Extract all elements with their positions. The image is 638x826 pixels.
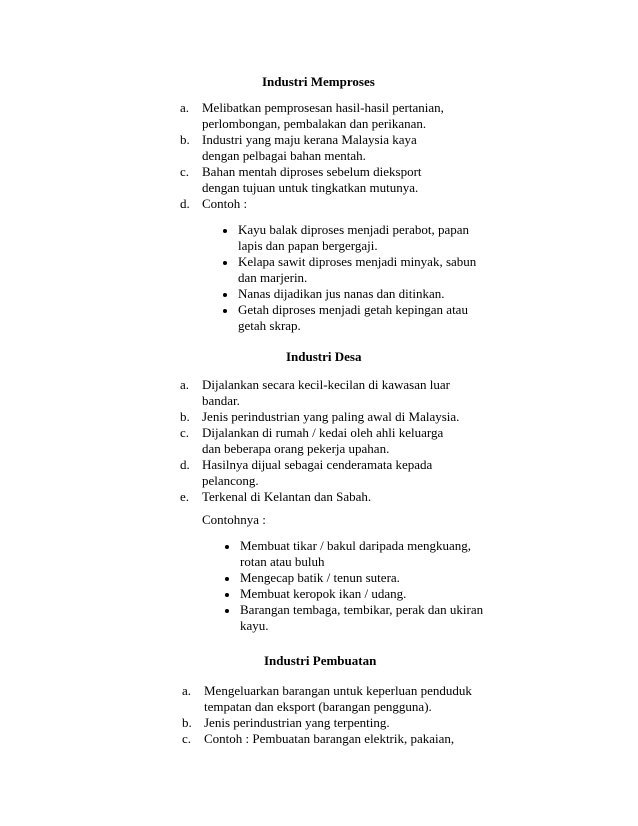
bullet-icon: [225, 545, 229, 549]
bullet-text: Mengecap batik / tenun sutera.: [240, 570, 400, 585]
section-2-list: [180, 377, 465, 505]
bullet-item: [224, 538, 484, 570]
bullet-icon: [225, 577, 229, 581]
bullet-icon: [225, 609, 229, 613]
section-2-examples: [224, 538, 484, 634]
list-marker: c.: [180, 425, 190, 440]
list-marker: d.: [180, 457, 190, 472]
list-marker: a.: [180, 100, 190, 115]
bullet-text: Barangan tembaga, tembikar, perak dan ukiran kayu.: [240, 602, 484, 633]
list-item-text: Mengeluarkan barangan untuk keperluan penduduk tempatan dan eksport (barangan pengguna).: [204, 683, 472, 714]
bullet-icon: [223, 293, 227, 297]
list-item-text: Jenis perindustrian yang terpenting.: [204, 715, 390, 730]
list-marker: b.: [180, 132, 190, 147]
bullet-icon: [223, 261, 227, 265]
list-item: [180, 425, 465, 457]
bullet-item: [224, 602, 484, 634]
list-item: [182, 731, 472, 747]
list-item-text: Melibatkan pemprosesan hasil-hasil pertanian, perlombongan, pembalakan dan perikanan.: [202, 100, 444, 131]
bullet-icon: [225, 593, 229, 597]
bullet-item: [224, 586, 484, 602]
list-item-text: Terkenal di Kelantan dan Sabah.: [202, 489, 372, 504]
list-item-text: Bahan mentah diproses sebelum dieksport dengan tujuan untuk tingkatkan mutunya.: [202, 164, 422, 195]
bullet-item: [222, 254, 480, 286]
bullet-text: Membuat keropok ikan / udang.: [240, 586, 407, 601]
list-item: [182, 715, 472, 731]
list-item: [182, 683, 472, 715]
bullet-item: [222, 302, 480, 334]
bullet-text: Kelapa sawit diproses menjadi minyak, sabun dan marjerin.: [238, 254, 477, 285]
list-item: [180, 489, 465, 505]
bullet-item: [224, 570, 484, 586]
list-item-text: Contoh : Pembuatan barangan elektrik, pakaian,: [204, 731, 455, 746]
list-item-text: Dijalankan secara kecil-kecilan di kawasan luar bandar.: [202, 377, 450, 408]
bullet-item: [222, 222, 480, 254]
bullet-icon: [223, 309, 227, 313]
examples-label: Contohnya :: [202, 512, 266, 527]
bullet-text: Kayu balak diproses menjadi perabot, papan lapis dan papan bergergaji.: [238, 222, 470, 253]
section-1-list: [180, 100, 455, 212]
list-marker: a.: [182, 683, 192, 698]
list-item-text: Contoh :: [202, 196, 248, 211]
bullet-item: [222, 286, 480, 302]
section-heading-industri-desa: Industri Desa: [286, 349, 362, 364]
section-heading-industri-pembuatan: Industri Pembuatan: [264, 653, 377, 668]
list-item-text: Dijalankan di rumah / kedai oleh ahli keluarga dan beberapa orang pekerja upahan.: [202, 425, 444, 456]
bullet-icon: [223, 229, 227, 233]
list-marker: d.: [180, 196, 190, 211]
list-item: [180, 164, 455, 196]
bullet-text: Membuat tikar / bakul daripada mengkuang, rotan atau buluh: [240, 538, 472, 569]
list-marker: b.: [182, 715, 192, 730]
list-item: [180, 196, 455, 212]
list-item: [180, 132, 455, 164]
bullet-text: Nanas dijadikan jus nanas dan ditinkan.: [238, 286, 445, 301]
list-marker: a.: [180, 377, 190, 392]
list-marker: c.: [182, 731, 192, 746]
list-marker: c.: [180, 164, 190, 179]
section-heading-industri-memproses: Industri Memproses: [262, 74, 375, 89]
section-3-list: [182, 683, 472, 747]
list-item: [180, 409, 465, 425]
bullet-text: Getah diproses menjadi getah kepingan atau getah skrap.: [238, 302, 468, 333]
list-item-text: Jenis perindustrian yang paling awal di Malaysia.: [202, 409, 460, 424]
list-marker: e.: [180, 489, 190, 504]
list-item-text: Industri yang maju kerana Malaysia kaya dengan pelbagai bahan mentah.: [202, 132, 417, 163]
list-marker: b.: [180, 409, 190, 424]
list-item-text: Hasilnya dijual sebagai cenderamata kepada pelancong.: [202, 457, 433, 488]
section-1-examples: [222, 222, 480, 334]
list-item: [180, 377, 465, 409]
list-item: [180, 457, 465, 489]
list-item: [180, 100, 455, 132]
